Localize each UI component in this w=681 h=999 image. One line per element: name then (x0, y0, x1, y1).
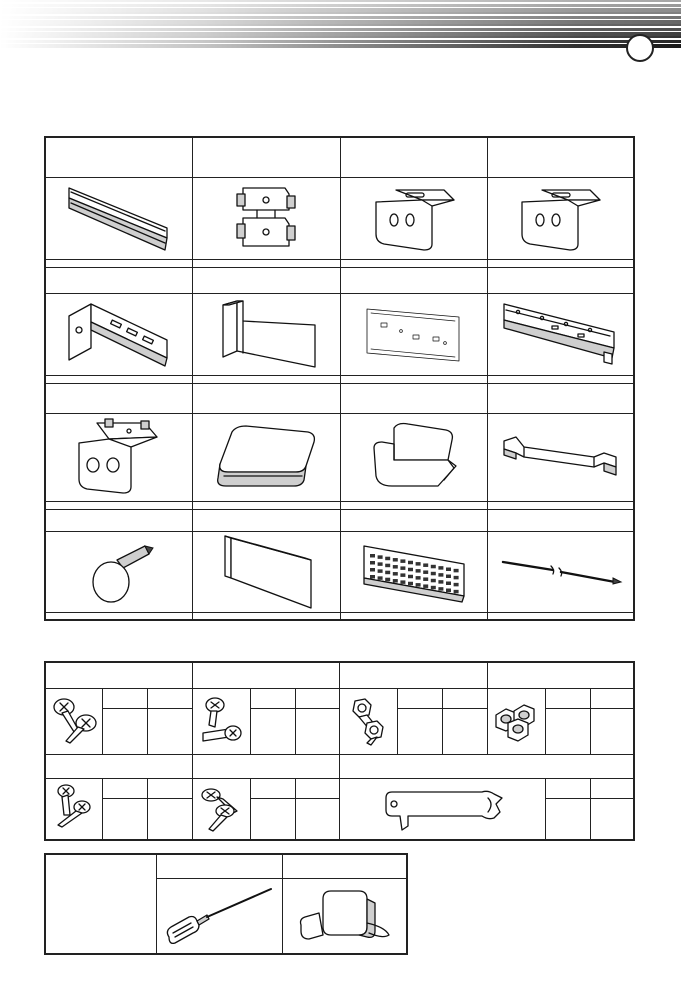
grille-slot (423, 570, 428, 574)
rail-strip-icon (59, 178, 179, 258)
qty-cell (295, 798, 340, 840)
qty-cell (103, 778, 148, 798)
angle-bracket-right-icon (512, 182, 608, 254)
grille-slot (370, 568, 375, 572)
fastener-header (487, 662, 634, 688)
part-cell (487, 413, 634, 501)
grille-slot (370, 554, 375, 558)
fastener-header (340, 754, 634, 778)
grille-slot (453, 568, 458, 572)
truss-screw-icon (193, 693, 249, 749)
part-cell (192, 413, 340, 501)
cushion-pad-icon (210, 422, 322, 492)
clip-bracket-icon (69, 417, 169, 497)
grille-slot (453, 575, 458, 579)
qty-cell (545, 708, 590, 754)
grille-slot (377, 569, 382, 573)
part-cell (192, 177, 340, 259)
hex-bolt-icon (341, 693, 397, 749)
grille-slot (385, 556, 390, 560)
fastener-image-cell (487, 688, 545, 754)
hex-nut-icon (488, 693, 544, 749)
grille-slot (438, 573, 443, 577)
fastener-image-cell (192, 778, 250, 840)
part-cell (45, 413, 192, 501)
grille-slot (415, 569, 420, 573)
tool-image-cell (340, 778, 546, 840)
grille-slot (446, 574, 451, 578)
grille-slot (430, 571, 435, 575)
part-label (192, 509, 340, 531)
grille-slot (392, 572, 397, 576)
tool-header (156, 854, 282, 878)
header-stripe (0, 44, 681, 48)
grille-slot (446, 567, 451, 571)
grille-slot (423, 584, 428, 588)
slotted-bracket-icon (61, 296, 177, 372)
grille-slot (446, 588, 451, 592)
part-label (487, 509, 634, 531)
grille-slot (408, 581, 413, 585)
part-label (192, 137, 340, 177)
wrench-tool-icon (378, 784, 508, 834)
header-stripe (0, 28, 681, 31)
part-cell (340, 531, 487, 612)
grille-slot (408, 574, 413, 578)
grille-slot (385, 563, 390, 567)
grille-slot (415, 583, 420, 587)
standard-parts-table (44, 136, 635, 621)
part-label (192, 383, 340, 413)
mounting-plate-icon (361, 299, 467, 369)
grille-slot (385, 570, 390, 574)
qty-cell (545, 688, 590, 708)
qty-cell (103, 688, 148, 708)
grille-slot (392, 565, 397, 569)
pan-screw-icon (46, 693, 102, 749)
header-stripe (0, 40, 681, 43)
grille-slot (430, 578, 435, 582)
part-label (340, 267, 487, 293)
grille-slot (408, 567, 413, 571)
qty-cell (590, 798, 634, 840)
header-stripe (0, 12, 681, 14)
qty-cell (443, 688, 488, 708)
qty-cell (103, 798, 148, 840)
qty-cell (295, 688, 340, 708)
part-cell (340, 293, 487, 375)
l-panel-icon (211, 297, 321, 371)
grille-slot (423, 563, 428, 567)
part-cell (45, 531, 192, 612)
tools-label-cell (45, 854, 156, 954)
part-cell (192, 293, 340, 375)
part-cell (340, 177, 487, 259)
part-label (45, 137, 192, 177)
grille-slot (392, 579, 397, 583)
angle-bracket-left-icon (366, 182, 462, 254)
grille-slot (408, 560, 413, 564)
part-cell (487, 177, 634, 259)
header-stripe (0, 0, 681, 2)
grille-slot (370, 575, 375, 579)
tapping-screw-icon (46, 781, 102, 837)
flat-screw-icon (193, 781, 249, 837)
grille-slot (430, 564, 435, 568)
part-label (45, 509, 192, 531)
double-bracket-icon (231, 180, 301, 256)
part-cell (487, 531, 634, 612)
qty-cell (545, 778, 590, 798)
fastener-image-cell (45, 778, 103, 840)
part-cell (45, 293, 192, 375)
grille-slot (438, 587, 443, 591)
screwdriver-icon (159, 883, 279, 949)
qty-cell (148, 798, 193, 840)
part-cell (45, 177, 192, 259)
part-cell (487, 293, 634, 375)
part-label (487, 137, 634, 177)
grille-slot (415, 562, 420, 566)
fastener-image-cell (45, 688, 103, 754)
page-number-circle (626, 34, 654, 62)
filler-panel-icon (211, 532, 321, 612)
qty-cell (590, 778, 634, 798)
grille-slot (400, 566, 405, 570)
fastener-header (45, 662, 192, 688)
qty-cell (443, 708, 488, 754)
fastener-header (45, 754, 192, 778)
qty-cell (250, 778, 295, 798)
grille-slot (430, 585, 435, 589)
grille-slot (377, 576, 382, 580)
part-cell (340, 413, 487, 501)
grille-slot (415, 576, 420, 580)
grille-slot (423, 577, 428, 581)
header-stripe (0, 4, 681, 7)
tool-cell (282, 878, 407, 954)
qty-cell (148, 778, 193, 798)
qty-cell (545, 798, 590, 840)
fastener-image-cell (340, 688, 398, 754)
grille-slot (446, 581, 451, 585)
part-label (45, 383, 192, 413)
corner-cover-icon (364, 420, 464, 494)
header-band (0, 0, 681, 48)
grille-slot (377, 555, 382, 559)
qty-cell (148, 688, 193, 708)
part-cell (192, 531, 340, 612)
grille-slot (438, 566, 443, 570)
fastener-header (340, 662, 488, 688)
part-label (340, 383, 487, 413)
part-label (340, 509, 487, 531)
tools-table (44, 853, 408, 955)
qty-cell (250, 798, 295, 840)
grille-slot (400, 573, 405, 577)
qty-cell (398, 688, 443, 708)
tape-measure-icon (289, 883, 399, 949)
part-label (340, 137, 487, 177)
vent-grille-icon (354, 540, 474, 604)
qty-cell (103, 708, 148, 754)
part-label (487, 383, 634, 413)
tool-header (282, 854, 407, 878)
qty-cell (295, 778, 340, 798)
fastener-header (192, 754, 339, 778)
grille-slot (400, 559, 405, 563)
fastener-header (192, 662, 339, 688)
fasteners-table (44, 661, 635, 841)
qty-cell (398, 708, 443, 754)
push-rivet-icon (79, 536, 159, 608)
grille-slot (392, 558, 397, 562)
header-stripe (0, 16, 681, 19)
tool-cell (156, 878, 282, 954)
grille-slot (370, 561, 375, 565)
header-stripe (0, 36, 681, 38)
grille-slot (453, 589, 458, 593)
connector-bar-icon (494, 427, 626, 487)
long-wire-icon (495, 552, 625, 592)
header-stripe (0, 24, 681, 26)
grille-slot (400, 580, 405, 584)
qty-cell (295, 708, 340, 754)
part-label (192, 267, 340, 293)
fastener-image-cell (192, 688, 250, 754)
qty-cell (250, 708, 295, 754)
part-label (487, 267, 634, 293)
qty-cell (590, 688, 634, 708)
grille-slot (453, 582, 458, 586)
part-label (45, 267, 192, 293)
support-rail-icon (494, 296, 626, 372)
grille-slot (438, 580, 443, 584)
grille-slot (385, 577, 390, 581)
qty-cell (148, 708, 193, 754)
grille-slot (377, 562, 382, 566)
qty-cell (250, 688, 295, 708)
qty-cell (590, 708, 634, 754)
